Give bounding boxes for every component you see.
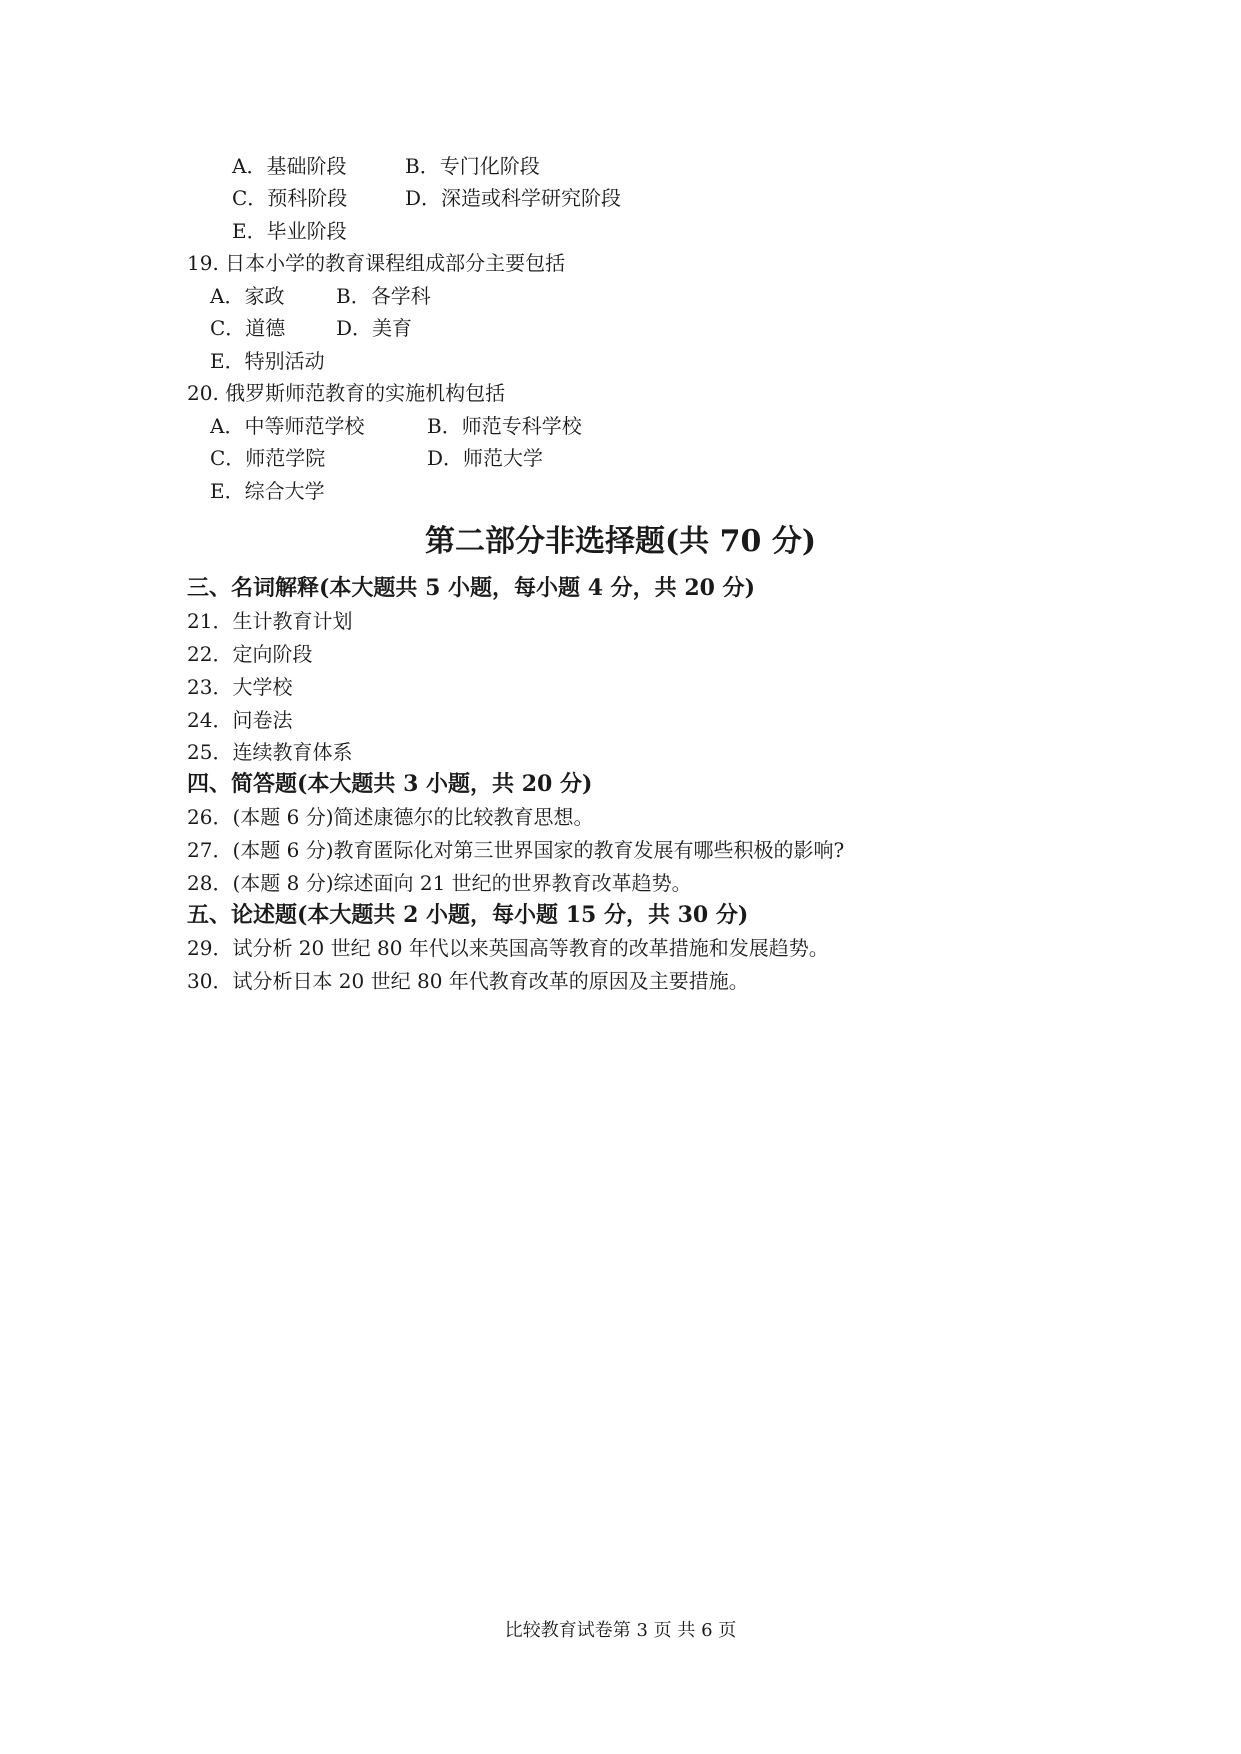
section-5-item: 29．试分析 20 世纪 80 年代以来英国高等教育的改革措施和发展趋势。 <box>187 936 829 960</box>
q20-option-c: C．师范学院 <box>210 446 326 470</box>
part-title: 第二部分非选择题(共 70 分) <box>424 524 817 559</box>
q18-option-c: C．预科阶段 <box>232 186 348 210</box>
section-3-item: 23．大学校 <box>187 675 293 699</box>
section-3-item: 24．问卷法 <box>187 708 293 732</box>
q19-option-e: E．特别活动 <box>210 349 325 373</box>
page-footer: 比较教育试卷第 3 页 共 6 页 <box>504 1620 737 1641</box>
q20-option-d: D．师范大学 <box>427 446 544 470</box>
q19-stem: 19. 日本小学的教育课程组成部分主要包括 <box>187 251 566 275</box>
q18-option-a: A．基础阶段 <box>232 154 347 178</box>
section-4-item: 28．(本题 8 分)综述面向 21 世纪的世界教育改革趋势。 <box>187 871 692 895</box>
q19-option-c: C．道德 <box>210 316 286 340</box>
q18-option-b: B．专门化阶段 <box>405 154 540 178</box>
q20-stem: 20. 俄罗斯师范教育的实施机构包括 <box>187 381 506 405</box>
q19-option-b: B．各学科 <box>336 284 431 308</box>
section-5-title: 五、论述题(本大题共 2 小题，每小题 15 分，共 30 分) <box>187 902 749 928</box>
section-3-title: 三、名词解释(本大题共 5 小题，每小题 4 分，共 20 分) <box>187 575 756 601</box>
q20-option-b: B．师范专科学校 <box>427 414 582 438</box>
q19-option-d: D．美育 <box>336 316 413 340</box>
section-5-item: 30．试分析日本 20 世纪 80 年代教育改革的原因及主要措施。 <box>187 969 749 993</box>
section-3-item: 21．生计教育计划 <box>187 609 353 633</box>
section-3-item: 25．连续教育体系 <box>187 740 353 764</box>
q18-option-d: D．深造或科学研究阶段 <box>405 186 622 210</box>
q20-option-a: A．中等师范学校 <box>210 414 365 438</box>
q18-option-e: E．毕业阶段 <box>232 219 347 243</box>
section-4-title: 四、简答题(本大题共 3 小题，共 20 分) <box>187 771 593 797</box>
q20-option-e: E．综合大学 <box>210 479 325 503</box>
section-4-item: 26．(本题 6 分)简述康德尔的比较教育思想。 <box>187 805 594 829</box>
section-4-item: 27．(本题 6 分)教育匿际化对第三世界国家的教育发展有哪些积极的影响? <box>187 838 845 862</box>
section-3-item: 22．定向阶段 <box>187 642 313 666</box>
q19-option-a: A．家政 <box>210 284 285 308</box>
